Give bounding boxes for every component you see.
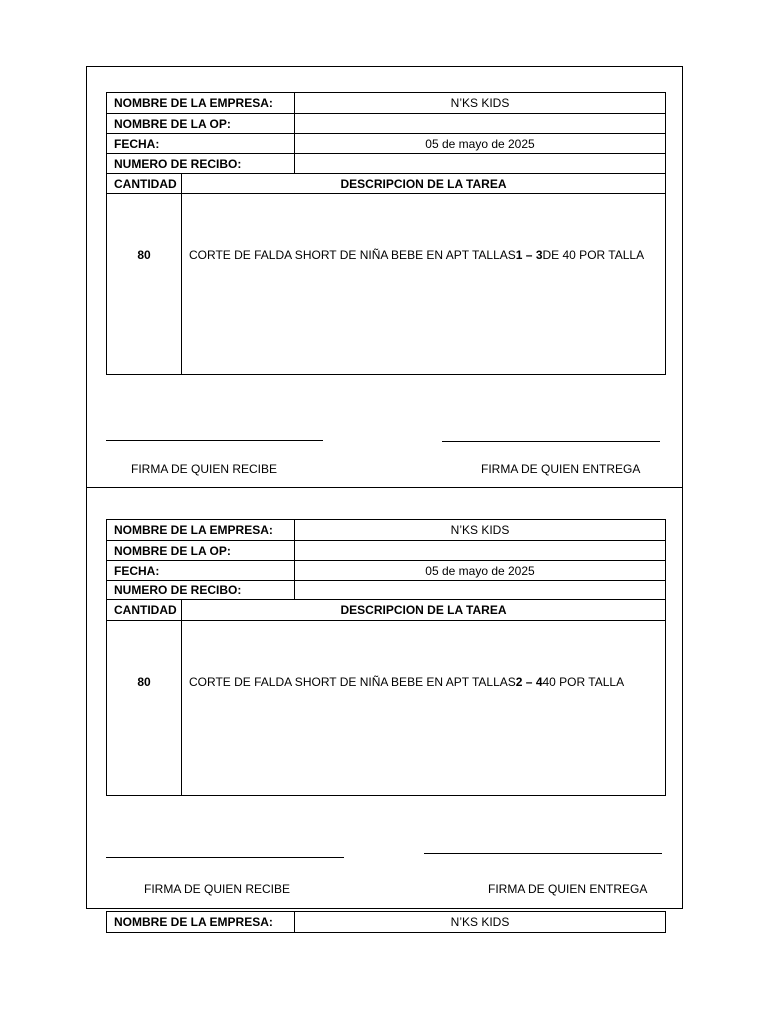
receipt-number-label: NUMERO DE RECIBO: xyxy=(107,581,295,599)
task-description-text xyxy=(189,675,624,689)
date-label: FECHA: xyxy=(107,134,295,153)
date-value: 05 de mayo de 2025 xyxy=(425,136,535,151)
task-description xyxy=(182,194,665,374)
op-value xyxy=(295,114,665,133)
company-label: NOMBRE DE LA EMPRESA: xyxy=(107,520,295,540)
task-row xyxy=(107,621,665,795)
date-row xyxy=(107,561,665,581)
company-row xyxy=(107,520,665,541)
deliverer-signature-label: FIRMA DE QUIEN ENTREGA xyxy=(488,882,648,896)
company-row xyxy=(107,93,665,114)
receipt-number-value xyxy=(295,154,665,173)
task-description-prefix: CORTE DE FALDA SHORT DE NIÑA BEBE EN APT TALLAS xyxy=(189,248,516,262)
task-description-prefix: CORTE DE FALDA SHORT DE NIÑA BEBE EN APT TALLAS xyxy=(189,675,516,689)
quantity-header: CANTIDAD xyxy=(107,600,182,620)
receipt-number-label: NUMERO DE RECIBO: xyxy=(107,154,295,173)
date-row xyxy=(107,134,665,154)
company-value: N’KS KIDS xyxy=(450,523,510,537)
deliverer-signature-line[interactable] xyxy=(424,853,662,854)
deliverer-signature-label: FIRMA DE QUIEN ENTREGA xyxy=(481,462,641,476)
op-label: NOMBRE DE LA OP: xyxy=(107,114,295,133)
deliverer-signature-line[interactable] xyxy=(442,441,660,442)
receiver-signature-line[interactable] xyxy=(106,440,323,441)
quantity-value xyxy=(107,194,182,374)
receiver-signature-line[interactable] xyxy=(106,857,344,858)
date-value: 05 de mayo de 2025 xyxy=(425,563,535,578)
company-value: N’KS KIDS xyxy=(450,915,510,929)
receipt-table-1 xyxy=(106,92,666,375)
company-label: NOMBRE DE LA EMPRESA: xyxy=(107,93,295,113)
task-description-suffix: 40 POR TALLA xyxy=(542,675,625,689)
task-description-suffix: DE 40 POR TALLA xyxy=(542,248,645,262)
task-description-header: DESCRIPCION DE LA TAREA xyxy=(340,603,507,617)
task-description-header: DESCRIPCION DE LA TAREA xyxy=(340,176,507,191)
quantity-header: CANTIDAD xyxy=(107,174,182,193)
receipt-number-row xyxy=(107,154,665,174)
quantity-text: 80 xyxy=(137,248,151,262)
op-row xyxy=(107,114,665,134)
op-value xyxy=(295,541,665,560)
quantity-value xyxy=(107,621,182,795)
receipt-table-3 xyxy=(106,911,666,933)
receipt-table-2 xyxy=(106,519,666,796)
task-header-row xyxy=(107,174,665,194)
date-label: FECHA: xyxy=(107,561,295,580)
receipt-number-value xyxy=(295,581,665,599)
receipt-number-row xyxy=(107,581,665,600)
op-row xyxy=(107,541,665,561)
company-label: NOMBRE DE LA EMPRESA: xyxy=(107,912,295,932)
task-description-text xyxy=(189,248,644,262)
task-header-row xyxy=(107,600,665,621)
company-value: N’KS KIDS xyxy=(450,96,510,110)
task-description xyxy=(182,621,665,795)
op-label: NOMBRE DE LA OP: xyxy=(107,541,295,560)
task-sizes: 2 – 4 xyxy=(515,675,543,689)
task-sizes: 1 – 3 xyxy=(515,248,543,262)
task-row xyxy=(107,194,665,374)
receiver-signature-label: FIRMA DE QUIEN RECIBE xyxy=(144,882,291,896)
company-row xyxy=(107,912,665,932)
quantity-text: 80 xyxy=(137,675,151,689)
receiver-signature-label: FIRMA DE QUIEN RECIBE xyxy=(131,462,278,476)
